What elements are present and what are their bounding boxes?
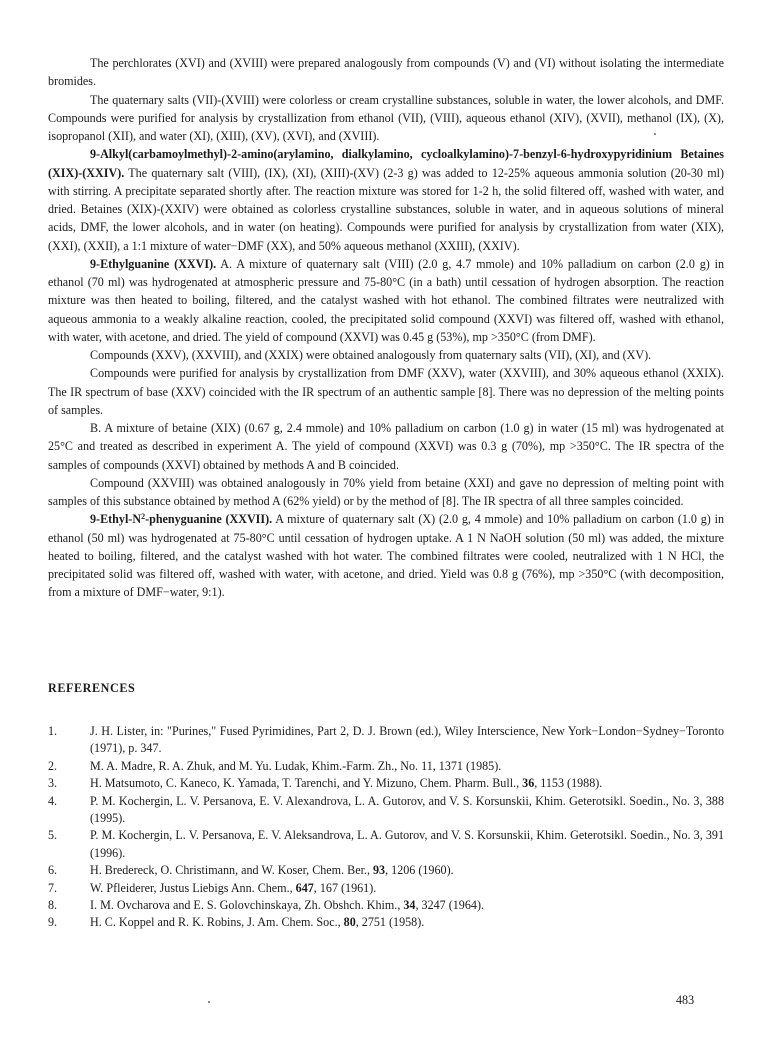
reference-text [90,793,724,828]
reference-item [48,758,724,775]
section-title-betaines: 9-Alkyl(carbamoylmethyl)-2-amino(arylamino, dialkylamino, cycloalkylamino)-7-benzyl-6-hydroxypyridinium Betaines (XIX)-(XXIV). [48,147,724,180]
reference-number: 3. [48,776,58,791]
paragraph-quaternary-salts: The quaternary salts (VII)-(XVIII) were colorless or cream crystalline substances, soluble in water, the lower alcohols, and DMF. Compounds were purified for analysis by crystallization from ethanol (VII), (VIII), aqueous ethanol (XIV), (XVII), methanol (IX), (X), isopropanol (XII), and water (XI), (XIII), (XV), (XVI), and (XVIII). [48,92,724,143]
stray-dot-mark [208,1001,210,1003]
paragraph-purification: Compounds were purified for analysis by crystallization from DMF (XXV), water (XXVIII), and 30% aqueous ethanol (XXIX). The IR spectrum of base (XXV) coincided with the IR spectrum of an authentic sample [8]. There was no depression of the melting points of samples. [48,366,724,417]
reference-item [48,793,724,828]
paragraph-phenyguanine [48,510,724,601]
article-body [48,54,724,602]
reference-item [48,723,724,758]
reference-citation: I. M. Ovcharova and E. S. Golovchinskaya, Zh. Obshch. Khim., [90,898,404,913]
reference-text [90,862,724,879]
paragraph-analogous-compounds: Compounds (XXV), (XXVIII), and (XXIX) were obtained analogously from quaternary salts (VII), (XI), and (XV). [90,348,652,362]
superscript-2: 2 [141,512,146,522]
section-title-phenyguanine [90,512,272,526]
paragraph-ethylguanine-text: A. A mixture of quaternary salt (VIII) (2.0 g, 4.7 mmole) and 10% palladium on carbon (2.0 g) in ethanol (70 ml) was hydrogenated at atmospheric pressure and 75-80°C (in a bath) until cessation of hydrogen absorption. The reaction mixture was then heated to boiling, filtered, and the catalyst washed with hot ethanol. The combined filtrates were neutralized with aqueous ammonia to a weakly alkaline reaction, cooled, the precipitated solid compound (XXVI) was filtered off, washed with ethanol, with water, with acetone, and dried. The yield of compound (XXVI) was 0.45 g (53%), mp >350°C (from DMF). [48,256,725,344]
section-title-phenyguanine-part2: -phenyguanine (XXVII). [145,512,273,527]
reference-item [48,827,724,862]
stray-dot-mark [654,133,656,135]
reference-text [90,758,724,775]
reference-number: 1. [48,724,58,738]
reference-text [90,827,724,862]
reference-volume: 36 [522,776,535,791]
paragraph-perchlorates: The perchlorates (XVI) and (XVIII) were prepared analogously from compounds (V) and (VI) without isolating the intermediate bromides. [48,56,724,89]
reference-volume: 93 [373,863,386,878]
reference-citation: J. H. Lister, in: "Purines," Fused Pyrimidines, Part 2, D. J. Brown (ed.), Wiley Interscience, New York−London−Sydney−Toronto (1971), p. 347. [90,724,724,756]
reference-number: 2. [48,758,58,773]
reference-pages-year: , 2751 (1958). [355,915,425,930]
paragraph-ethylguanine [48,255,724,346]
reference-item [48,880,724,897]
reference-pages-year: , 1153 (1988). [534,776,603,791]
section-title-ethylguanine: 9-Ethylguanine (XXVI). [90,256,217,271]
references-list [48,723,724,932]
reference-citation: H. Matsumoto, C. Kaneco, K. Yamada, T. Tarenchi, and Y. Mizuno, Chem. Pharm. Bull., [90,776,523,791]
reference-volume: 34 [403,898,416,913]
reference-citation: W. Pfleiderer, Justus Liebigs Ann. Chem., [90,880,296,895]
reference-pages-year: , 1206 (1960). [385,863,454,878]
reference-citation: P. M. Kochergin, L. V. Persanova, E. V. Alexandrova, L. A. Gutorov, and V. S. Korsunskii, Khim. Geterotsikl. Soedin., No. 3, 388 (1995). [90,793,724,826]
reference-text [90,914,724,931]
paragraph-compound-xxviii: Compound (XXVIII) was obtained analogously in 70% yield from betaine (XXI) and gave no depression of melting point with samples of this substance obtained by method A (62% yield) or by the method of [8]. The IR spectra of all three samples coincided. [48,475,724,508]
reference-text [90,897,724,914]
paragraph-phenyguanine-text: A mixture of quaternary salt (X) (2.0 g, 4 mmole) and 10% palladium on carbon (1.0 g) in ethanol (50 ml) was hydrogenated at 75-80°C until cessation of hydrogen uptake. A 1 N NaOH solution (50 ml) was added, the mixture heated to boiling, filtered, and the catalyst washed with hot water. The combined filtrates were cooled, neutralized with 1 N HCl, the precipitated solid was filtered off, washed with water, with acetone, and dried. Yield was 0.8 g (76%), mp >350°C (with decomposition, from a mixture of DMF−water, 9:1). [48,512,724,600]
reference-item [48,897,724,914]
reference-citation: P. M. Kochergin, L. V. Persanova, E. V. Aleksandrova, L. A. Gutorov, and V. S. Korsunskii, Khim. Geterotsikl. Soedin., No. 3, 391 (1996). [90,828,724,860]
reference-citation: M. A. Madre, R. A. Zhuk, and M. Yu. Ludak, Khim.-Farm. Zh., No. 11, 1371 (1985). [90,758,502,773]
reference-citation: H. C. Koppel and R. K. Robins, J. Am. Chem. Soc., [90,915,344,930]
reference-volume: 80 [343,915,356,930]
reference-number: 9. [48,915,58,930]
reference-number: 8. [48,898,58,913]
reference-item [48,775,724,792]
paragraph-betaines [48,145,724,255]
reference-text [90,880,724,897]
paragraph-method-b: B. A mixture of betaine (XIX) (0.67 g, 2.4 mmole) and 10% palladium on carbon (1.0 g) in water (15 ml) was hydrogenated at 25°C and treated as described in experiment A. The yield of compound (XXVI) was 0.3 g (70%), mp >350°C. The IR spectra of the samples of compounds (XXVI) obtained by methods A and B coincided. [48,421,724,472]
paragraph-betaines-text: The quaternary salt (VIII), (IX), (XI), (XIII)-(XV) (2-3 g) was added to 12-25% aqueous ammonia solution (20-30 ml) with stirring. A precipitate separated shortly after. The reaction mixture was stored for 1-2 h, the solid filtered off, washed with water, and dried. Betaines (XIX)-(XXIV) were obtained as colorless crystalline substances, soluble in water, and in aqueous solutions of mineral acids, DMF, the lower alcohols, and in water (on heating). Compounds were purified for analysis by crystallization from water (XIX), (XXI), (XXII), a 1:1 mixture of water−DMF (XX), and 50% aqueous methanol (XXIII), (XXIV). [48,165,724,253]
reference-number: 7. [48,880,58,895]
references-heading: REFERENCES [48,681,136,695]
reference-item [48,914,724,931]
reference-text [90,775,724,792]
reference-number: 5. [48,828,58,843]
reference-number: 4. [48,793,58,808]
reference-pages-year: , 167 (1961). [313,880,377,895]
reference-number: 6. [48,863,58,878]
reference-citation: H. Bredereck, O. Christimann, and W. Koser, Chem. Ber., [90,863,373,878]
reference-item [48,862,724,879]
reference-pages-year: , 3247 (1964). [415,898,484,913]
reference-text [90,723,724,758]
reference-volume: 647 [295,880,314,895]
page-number: 483 [676,993,695,1007]
section-title-phenyguanine-part1: 9-Ethyl-N [90,512,142,527]
